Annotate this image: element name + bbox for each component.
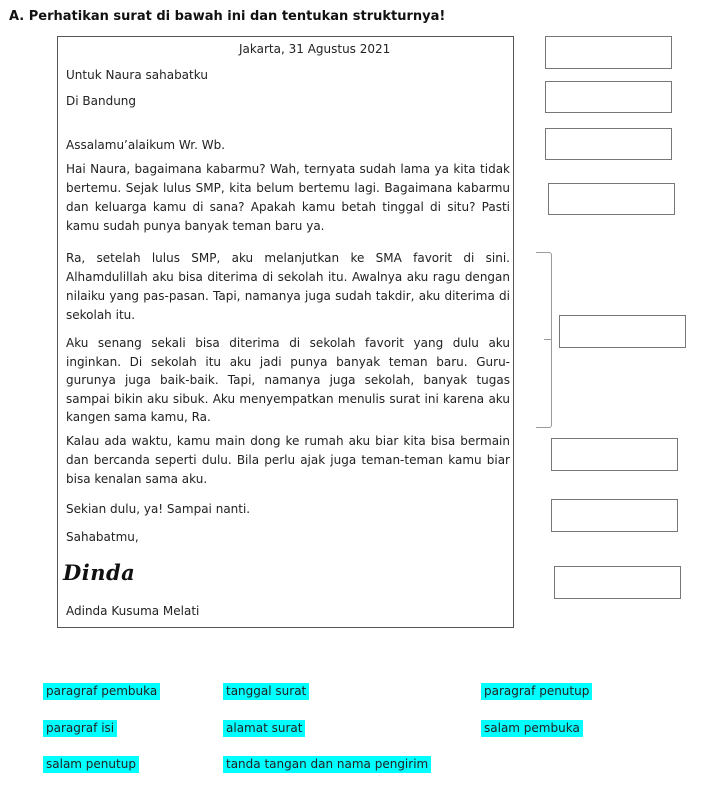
letter-paragraph-closing: Kalau ada waktu, kamu main dong ke rumah aku biar kita bisa bermain dan bercanda seperti dulu. Bila perlu ajak juga teman-teman kamu biar bisa kenalan sama aku.: [66, 434, 510, 486]
sender-name: Adinda Kusuma Melati: [66, 604, 200, 618]
option-salam-pembuka[interactable]: salam pembuka: [481, 720, 583, 737]
answer-box-signature[interactable]: [554, 566, 681, 599]
letter-closing-line: Sekian dulu, ya! Sampai nanti.: [66, 502, 251, 516]
option-salam-penutup[interactable]: salam penutup: [43, 756, 139, 773]
letter-paragraph-body-2: Aku senang sekali bisa diterima di sekolah favorit yang dulu aku inginkan. Di sekolah itu aku jadi punya banyak teman baru. Guru-gurunya juga baik-baik. Tapi, namanya juga sekolah, banyak tugas sampai bikin aku sibuk. Aku menyempatkan menulis surat ini karena aku kangen sama kamu, Ra.: [66, 336, 510, 425]
letter-recipient-city: Di Bandung: [66, 94, 137, 108]
option-tanda-tangan-nama-pengirim[interactable]: tanda tangan dan nama pengirim: [223, 756, 431, 773]
option-paragraf-pembuka[interactable]: paragraf pembuka: [43, 683, 160, 700]
answer-box-closing-paragraph[interactable]: [551, 438, 678, 471]
option-tanggal-surat[interactable]: tanggal surat: [223, 683, 309, 700]
letter-date: Jakarta, 31 Agustus 2021: [239, 42, 391, 56]
body-paragraph-bracket: [536, 252, 552, 428]
body-paragraph-bracket-tick: [544, 339, 552, 340]
signature: Dinda: [63, 560, 136, 585]
instruction-heading: A. Perhatikan surat di bawah ini dan tentukan strukturnya!: [9, 9, 446, 24]
letter-paragraph-opening: Hai Naura, bagaimana kabarmu? Wah, ternyata sudah lama ya kita tidak bertemu. Sejak lulus SMP, kita belum bertemu lagi. Bagaimana kabarmu dan keluarga kamu di sana? Apakah kamu betah tinggal di situ? Pasti kamu sudah punya banyak teman baru ya.: [66, 162, 510, 233]
answer-box-greeting[interactable]: [545, 128, 672, 160]
letter-recipient-name: Untuk Naura sahabatku: [66, 68, 208, 82]
letter-closing-salutation: Sahabatmu,: [66, 530, 139, 544]
option-paragraf-penutup[interactable]: paragraf penutup: [481, 683, 592, 700]
answer-box-opening-paragraph[interactable]: [548, 183, 675, 215]
answer-box-body-paragraph[interactable]: [559, 315, 686, 348]
option-alamat-surat[interactable]: alamat surat: [223, 720, 305, 737]
option-paragraf-isi[interactable]: paragraf isi: [43, 720, 117, 737]
letter-greeting: Assalamu’alaikum Wr. Wb.: [66, 138, 226, 152]
answer-box-closing-salutation[interactable]: [551, 499, 678, 532]
letter-paragraph-body-1: Ra, setelah lulus SMP, aku melanjutkan ke SMA favorit di sini. Alhamdulillah aku bisa diterima di sekolah itu. Awalnya aku ragu dengan nilaiku yang pas-pasan. Tapi, namanya juga sudah takdir, aku diterima di sekolah itu.: [66, 251, 510, 322]
answer-box-date[interactable]: [545, 36, 672, 69]
answer-box-address[interactable]: [545, 81, 672, 113]
